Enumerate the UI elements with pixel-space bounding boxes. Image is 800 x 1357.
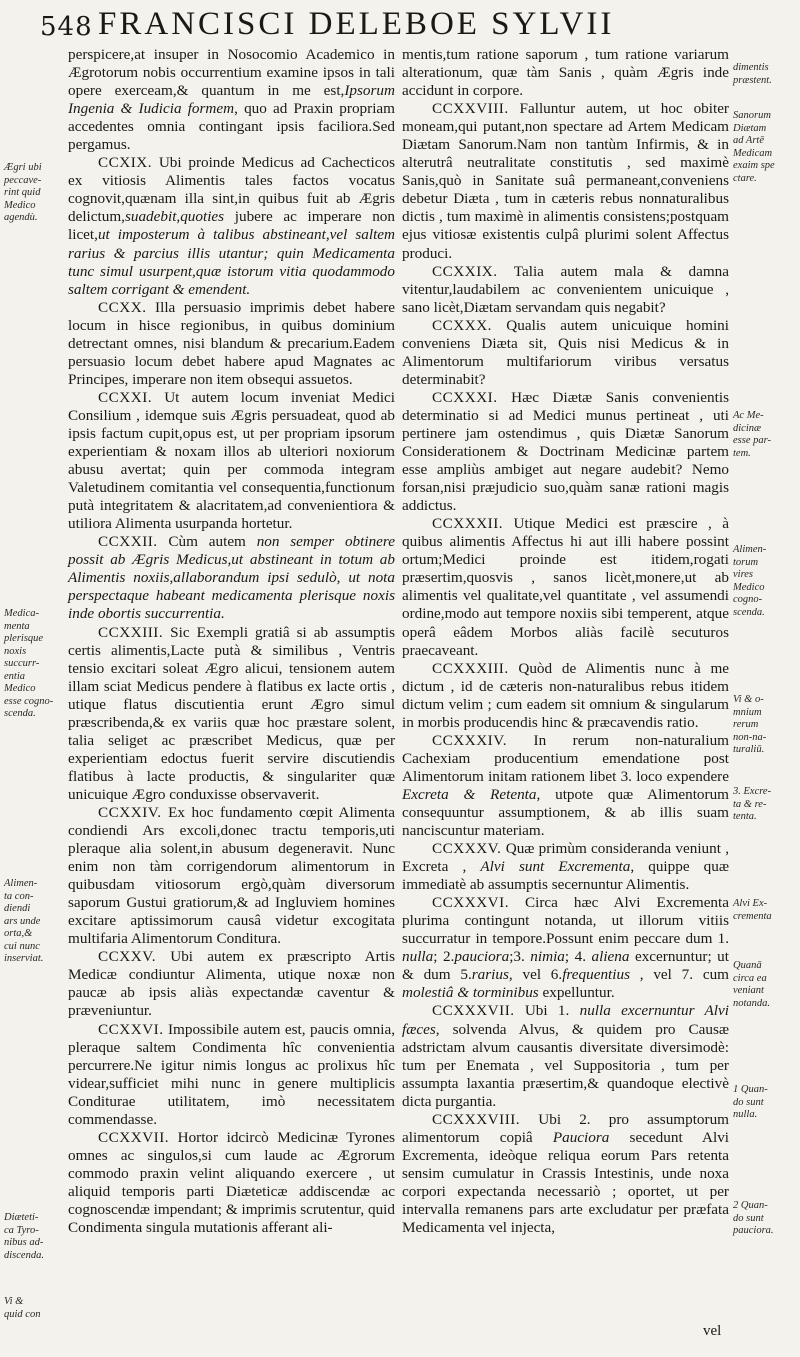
body-text: Hæc Diætæ Sanis convenientis determinatio si ad Medici munus pertineat , uti pertinere jam ostendimus , quis Diætæ Sanorum Considerationem & Doctrinam Medicinæ partem esse ampliùs ambiget aut negare audebit? Nemo forsan,nisi præjudicio suo,quàm sanæ rationi magis addictus. [402,388,729,515]
margin-note: Alimen- torum vires Medico cogno- scenda. [733,544,767,618]
body-text: Illa persuasio imprimis debet habere locum in hisce regionibus, in quibus dominium detrectant omnes, nisi blandum & precarium.Eadem persuasio locum debet habere apud Magnates ac Principes, imperare non item obsequi assuetos. [68,298,395,388]
paragraph [68,533,395,623]
italic-text: non semper obtinere possit ab Ægris Medicus,ut abstineant in totum ab Alimentis noxiis,allaborandum ipsi sedulò, ut nota perspectaque habeant medicamenta plerisque noxis inde obortis succurrentia. [68,533,395,623]
margin-note: Medica- menta plerisque noxis succurr- entia Medico esse cogno- scenda. [4,608,54,719]
margin-note: 1 Quan- do sunt nulla. [733,1084,768,1120]
section-number: CCXXXVI. [432,894,509,912]
paragraph [402,515,729,659]
body-text: Circa hæc Alvi Excrementa plurima contingunt notanda, ut illorum vitiis succurratur in tempore.Possunt enim peccare dum 1. [402,894,729,948]
section-number: CCXXVI. [98,1020,164,1038]
section-number: CCXX. [98,298,147,316]
margin-note: Vi & o- mnium rerum non-na- turaliū. [733,694,767,755]
section-number: CCXXII. [98,533,158,551]
italic-text: suadebit,quoties [124,208,225,226]
paragraph [68,1021,395,1129]
italic-text: nulla excernuntur Alvi fæces [402,1002,729,1038]
paragraph [402,46,729,100]
body-text: Utique Medici est præscire , à quibus alimentis Affectus hi aut illi habere possint ortum;Medici proinde est itidem,rogati præsertim,quosvis , sanos licèt,monere,ut ab alimentis vel qualitate,vel quantitate , vel assumendi ordine,modo aut tempore noxiis sibi temperent, atque operâ eâdem Morbos aliàs facilè secuturos praecaveant. [402,515,729,659]
margin-note: Alimen- ta con- diendi ars unde orta,& cui nunc inserviat. [4,878,44,964]
body-text: ; 2. [433,948,455,966]
section-number: CCXXXVII. [432,1002,515,1020]
paragraph [68,624,395,804]
margin-note: Sanorum Diætam ad Artē Medicam exaim spe ctare. [733,110,775,184]
paragraph [402,389,729,515]
paragraph [68,154,395,298]
body-text: Ubi 1. [514,1002,580,1020]
paragraph [402,100,729,262]
section-number: CCXXXII. [432,515,504,533]
body-text: Ubi autem ex præscripto Artis Medicæ condiuntur Alimenta, utique noxæ non paucæ ab ipsis aliàs expectandæ caventur & præveniuntur. [68,948,395,1020]
body-text: jubere ac imperare non licet, [68,208,395,244]
paragraph [402,660,729,732]
catchword: vel [703,1323,722,1339]
body-text: Quòd de Alimentis nunc à me dictum , id de cæteris non-naturalibus rebus itidem dictum velim ; cum eadem sit omnium & singularum in morbis producendis hinc & præcavendis ratio. [402,659,729,731]
body-text: Cùm autem [157,533,257,551]
italic-text: pauciora [454,948,510,966]
margin-note: Ægri ubi peccave- rint quid Medico agendù. [4,162,42,223]
right-column [402,46,729,1237]
italic-text: rarius [471,966,509,984]
running-head: FRANCISCI DELEBOE SYLVII [98,6,615,42]
section-number: CCXXX. [432,316,492,334]
italic-text: Ipsorum Ingenia & Iudicia formem [68,82,395,118]
left-column [68,46,395,1237]
paragraph [402,1111,729,1237]
section-number: CCXXXI. [432,388,498,406]
body-text: Ubi 2. pro assumptorum alimentorum copiâ [402,1110,729,1146]
paragraph [68,46,395,154]
paragraph [68,299,395,389]
margin-note: 3. Excre- ta & re- tenta. [733,786,772,822]
body-text: ; 4. [564,948,592,966]
italic-text: Excreta & Retenta [402,785,537,803]
body-text: In rerum non-naturalium Cachexiam producentium emendatione post Alimentorum initam rationem libet 3. loco expendere [402,731,729,785]
body-text: , quo ad Praxin propriam accedentes omnia contingant ipsis faciliora.Sed pergamus. [68,100,395,154]
body-text: Sic Exempli gratiâ si ab assumptis certis alimentis,Lacte putà & similibus , Ventris tensio excitari soleat Ægro alicui, tensionem autem illam sciat Medicus pendere à flatibus ex lacte ortis , utique flatus discutientia erunt Ægro simul præscribenda,& ex variis quæ hoc præstare solent, talia seliget ac præscribet Medicus, quæ per experientiam edoctus fuerit servire discutiendis flatibus à lacte productis, & singulariter quæ unicuique Ægro conduxisse observaverit. [68,623,395,803]
body-text: excernuntur; ut & dum 5. [402,948,729,984]
section-number: CCXXIII. [98,623,164,641]
paragraph [402,1002,729,1110]
paragraph [402,732,729,840]
paragraph [68,804,395,948]
section-number: CCXXIX. [432,262,498,280]
margin-note: Diæteti- ca Tyro- nibus ad- discenda. [4,1212,44,1261]
body-text: Impossibile autem est, paucis omnia, pleraque saltem Condimenta hîc convenientia percurrere.Ne igitur nimis longus ac prolixus hîc videar,sufficiet mihi nunc in genere multiplicis Conditurae utilitatem, imò necessitatem commendasse. [68,1020,395,1128]
margin-note: Quanā circa ea veniant notanda. [733,960,771,1009]
italic-text: nulla [402,948,434,966]
section-number: CCXIX. [98,154,153,172]
body-text: Ut autem locum inveniat Medici Consilium , idemque suis Ægris persuadeat, quod ab ipsis factum cupit,opus est, ut per propriam ipsorum experientiam & noxam illos ab ulteriori noxiorum abusu avertat; quin per commoda integram Valetudinem comitantia vel consequentia,functionum putà integritatem & alacritatem,ad convenientiora & utiliora Alimenta usurpanda hortetur. [68,388,395,533]
italic-text: aliena [591,948,630,966]
page-header [40,4,760,44]
section-number: CCXXXVIII. [432,1110,521,1128]
paragraph [68,948,395,1020]
italic-text: nimia [530,948,565,966]
margin-note: Vi & quid con [4,1296,41,1320]
section-number: CCXXXIV. [432,731,508,749]
italic-text: Pauciora [552,1128,610,1146]
paragraph [402,840,729,894]
body-text: ;3. [509,948,531,966]
section-number: CCXXXIII. [432,659,509,677]
body-text: , vel 7. cum [629,966,729,984]
body-text: mentis,tum ratione saporum , tum ratione variarum alterationum, quæ tàm Sanis , quàm Ægris inde accidunt in corpore. [402,46,729,100]
body-text: Ubi proinde Medicus ad Cachecticos ex vitiosis Alimentis tales factos vocatus cognovit,quænam illa sint,in quibus fuit ab Ægris delictum, [68,154,395,226]
paragraph [402,317,729,389]
margin-note: dimentis præstent. [733,62,772,86]
section-number: CCXXI. [98,388,153,406]
section-number: CCXXXV. [432,840,502,858]
margin-note: Alvi Ex- crementa [733,898,772,922]
italic-text: frequentius [562,966,630,984]
body-text: , utpote quæ Alimentorum consequuntur assumptionem, & ab illis suam nanciscuntur materiam. [402,785,729,840]
margin-note: 2 Quan- do sunt pauciora. [733,1200,774,1236]
body-text: , vel 6. [508,966,563,984]
italic-text: Alvi sunt Excrementa [480,858,631,876]
section-number: CCXXIV. [98,803,162,821]
body-text: Talia autem mala & damna vitentur,laudabilem ac convenientem unicuique , sano licèt,Diætam servandam quis negabit? [402,262,729,316]
body-text: secedunt Alvi Excrementa, ideòque reliqua eorum Pars retenta sensim cumulatur in Crassis Intestinis, unde noxa corpori expectanda necessariò ; oportet, ut per intervalla remanens pars arte excludatur per præfata Medicamenta vel injecta, [402,1128,730,1237]
body-text: Quæ primùm consideranda veniunt , Excreta , [402,840,729,876]
page-number: 548 [40,12,93,42]
italic-text: ut imposterum à talibus abstineant,vel saltem rarius & parcius illis utantur; quin Medicamenta tunc simul usurpent,quæ istorum vitia quodammodo saltem corrigant & emendent. [68,226,395,298]
body-text: expelluntur. [538,984,615,1002]
body-text: perspicere,at insuper in Nosocomio Academico in Ægrotorum nobis occurrentium examine ipsos in tali opere exerceam,& quantum in me est, [68,46,395,100]
section-number: CCXXVIII. [432,100,509,118]
body-text: Hortor idcircò Medicinæ Tyrones omnes ac singulos,si cum laude ac Ægrorum commodo praxin velint aliquando exercere , ut aliquid temporis parti Diæteticæ addiscendæ ac cognoscendæ impendant; & imprimis scrutentur, quid Condimenta singula mutationis afferant ali- [68,1128,395,1237]
paragraph [402,263,729,317]
body-text: Falluntur autem, ut hoc obiter moneam,qui putant,non spectare ad Artem Medicam Diætam Sanorum.Nam non tantùm Infirmis, & in alterutrâ neutralitate constitutis , sed maximè Sanis,quò in Sanitate suâ permaneant,conveniens debetur Diæta , tum in cæteris rebus nonnaturalibus dictis , tum maximè in alimentis consistens;postquam ejus vitiosæ existentis culpâ plurimi solent Affectus produci. [402,100,729,262]
section-number: CCXXV. [98,948,157,966]
paragraph [68,1129,395,1237]
paragraph [402,894,729,1002]
margin-note: Ac Me- dicinæ esse par- tem. [733,410,771,459]
section-number: CCXXVII. [98,1128,170,1146]
body-text: Qualis autem unicuique homini conveniens Diæta sit, Quis nisi Medicus & in Alimentorum multifariorum viribus versatus determinabit? [402,316,729,388]
italic-text: molestiâ & torminibus [402,984,539,1002]
body-text: , quippe quæ immediatè ab assumptis secernuntur Alimentis. [402,858,730,894]
body-text: , solvenda Alvus, & quidem pro Causæ adstrictam alvum causantis diversitate diversimodè: tum per Enemata , vel Suppositoria , tum per assumpta laxantia præsertim,& quandoque electivè dicta purgantia. [402,1020,729,1110]
paragraph [68,389,395,533]
body-text: Ex hoc fundamento cœpit Alimenta condiendi Ars excoli,donec tractu temporis,uti pleraque alia solent,in abusum degeneravit. Nunc enim non tàm corrigendorum alimentorum in quibusdam vitiosorum ergò,quàm diversorum saporum Gustui gratiorum,& ad Ingluviem homines excitare aptissimorum causâ videtur excogitata multifaria Alimentorum Conditura. [68,803,395,948]
